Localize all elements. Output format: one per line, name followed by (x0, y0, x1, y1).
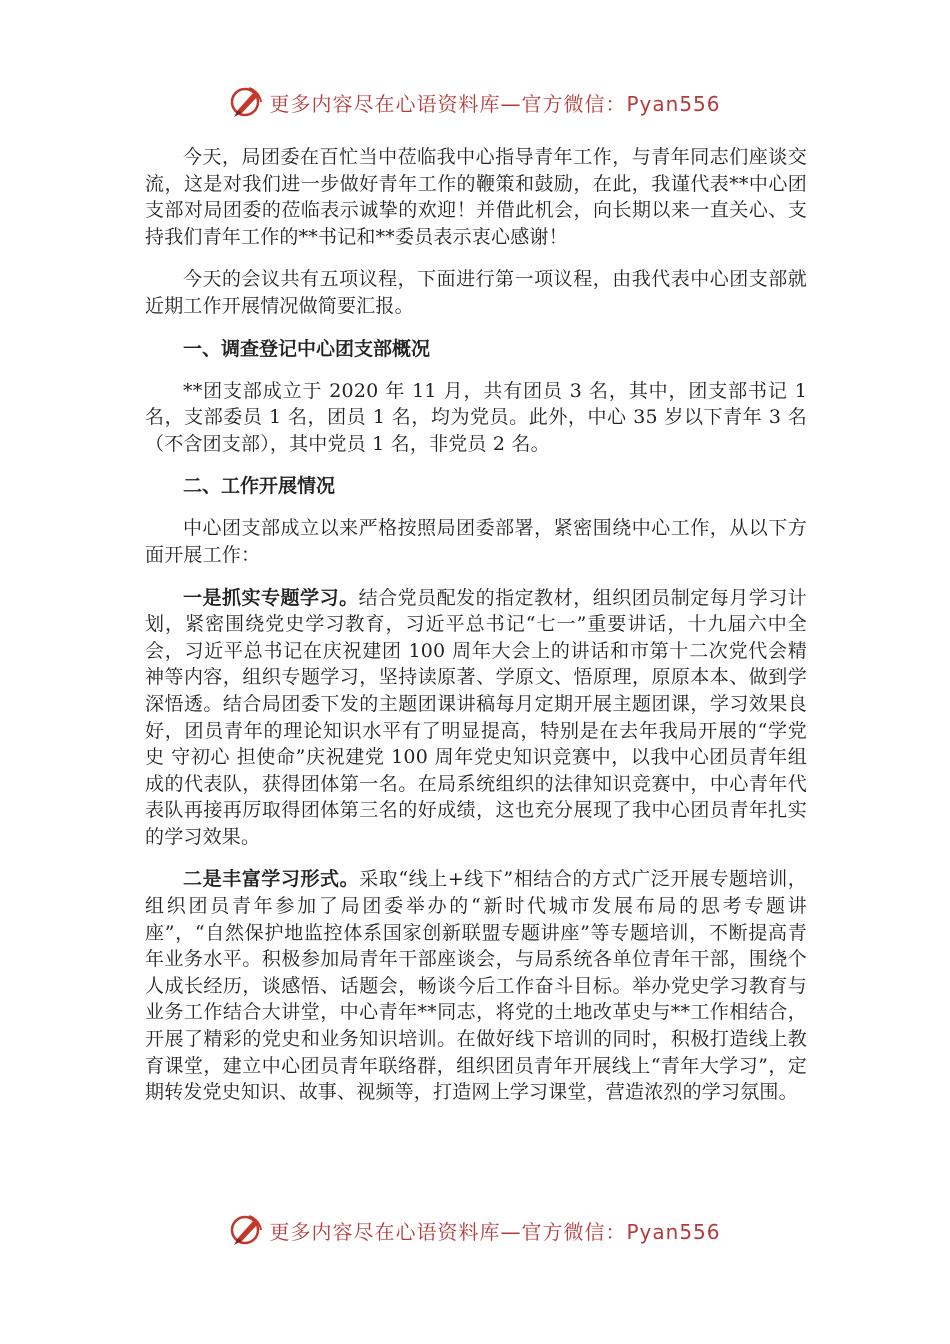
paragraph-forms (145, 866, 807, 1105)
watermark-text: 更多内容尽在心语资料库—官方微信：Pyan556 (269, 91, 721, 116)
document-body (145, 144, 807, 1106)
watermark-banner-top (0, 82, 950, 122)
paragraph-intro: 今天，局团委在百忙当中莅临我中心指导青年工作，与青年同志们座谈交流，这是对我们进一步做好青年工作的鞭策和鼓励，在此，我谨代表**中心团支部对局团委的莅临表示诚挚的欢迎！并借此机会，向长期以来一直关心、支持我们青年工作的**书记和**委员表示衷心感谢！ (145, 146, 807, 248)
heading-work: 二、工作开展情况 (183, 475, 336, 498)
paragraph-overview: **团支部成立于 2020 年 11 月，共有团员 3 名，其中，团支部书记 1 名，支部委员 1 名，团员 1 名，均为党员。此外，中心 35 岁以下青年 3 名（不含团支部），其中党员 1 名，非党员 2 名。 (145, 379, 807, 455)
pen-logo-icon (229, 1212, 265, 1248)
paragraph-study-lead: 一是抓实专题学习。 (183, 586, 359, 609)
paragraph-agenda: 今天的会议共有五项议程，下面进行第一项议程，由我代表中心团支部就近期工作开展情况做简要汇报。 (145, 268, 807, 317)
watermark-banner-bottom (0, 1210, 950, 1250)
paragraph-study (145, 585, 807, 851)
paragraph-work-intro: 中心团支部成立以来严格按照局团委部署，紧密围绕中心工作，从以下方面开展工作： (145, 517, 807, 566)
watermark-text: 更多内容尽在心语资料库—官方微信：Pyan556 (269, 1219, 721, 1244)
heading-overview: 一、调查登记中心团支部概况 (183, 337, 431, 360)
pen-logo-icon (229, 84, 265, 120)
paragraph-forms-text: 采取“线上+线下”相结合的方式广泛开展专题培训，组织团员青年参加了局团委举办的“新时代城市发展布局的思考专题讲座”，“自然保护地监控体系国家创新联盟专题讲座”等专题培训，不断提高青年业务水平。积极参加局青年干部座谈会，与局系统各单位青年干部，围绕个人成长经历，谈感悟、话题会，畅谈今后工作奋斗目标。举办党史学习教育与业务工作结合大讲堂，中心青年**同志，将党的土地改革史与**工作相结合，开展了精彩的党史和业务知识培训。在做好线下培训的同时，积极打造线上教育课堂，建立中心团员青年联络群，组织团员青年开展线上“青年大学习”，定期转发党史知识、故事、视频等，打造网上学习课堂，营造浓烈的学习氛围。 (145, 868, 807, 1104)
paragraph-forms-lead: 二是丰富学习形式。 (183, 868, 360, 891)
paragraph-study-text: 结合党员配发的指定教材，组织团员制定每月学习计划，紧密围绕党史学习教育，习近平总书记“七一”重要讲话，十九届六中全会，习近平总书记在庆祝建团 100 周年大会上的讲话和市第十二次党代会精神等内容，组织专题学习，坚持读原著、学原文、悟原理，原原本本、做到学深悟透。结合局团委下发的主题团课讲稿每月定期开展主题团课，学习效果良好，团员青年的理论知识水平有了明显提高，特别是在去年我局开展的“学党史 守初心 担使命”庆祝建党 100 周年党史知识竞赛中，以我中心团员青年组成的代表队，获得团体第一名。在局系统组织的法律知识竞赛中，中心青年代表队再接再厉取得团体第三名的好成绩，这也充分展现了我中心团员青年扎实的学习效果。 (145, 586, 807, 848)
